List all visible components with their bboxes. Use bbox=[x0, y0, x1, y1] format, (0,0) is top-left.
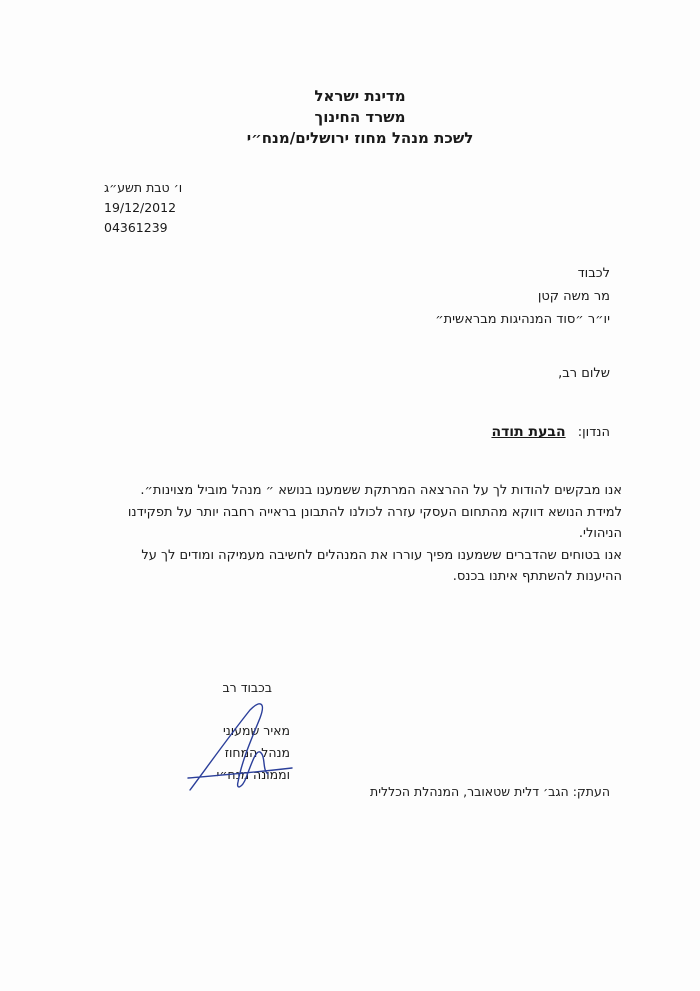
body-paragraph-1: אנו מבקשים להודות לך על ההרצאה המרתקת ששמענו בנושא ״ מנהל מוביל מצוינות״. bbox=[140, 483, 622, 498]
signer-name: מאיר שמעוני bbox=[222, 723, 290, 738]
addressee-name: מר משה קטן bbox=[537, 289, 610, 304]
cc-line: העתק: הגב׳ דלית שטאובר, המנהלת הכללית bbox=[370, 784, 610, 799]
letter-meta bbox=[104, 178, 264, 238]
addressee-block bbox=[210, 262, 610, 331]
signer-title: מנהל המחוז bbox=[224, 745, 290, 760]
body-paragraph-3: אנו בטוחים שהדברים ששמענו מפיך עוררו את המנהלים לחשיבה מעמיקה ומודים לך על ההיענות להשתתף איתנו בכנס. bbox=[141, 547, 622, 584]
signer-role: וממונה מנח״י bbox=[216, 767, 290, 782]
subject-value: הבעת תודה bbox=[491, 424, 566, 440]
letter-body bbox=[108, 480, 622, 588]
gregorian-date: 19/12/2012 bbox=[104, 200, 177, 215]
signature-stroke bbox=[188, 704, 292, 790]
addressee-salutation: לכבוד bbox=[577, 266, 610, 281]
reference-number: 04361239 bbox=[104, 220, 168, 235]
handwritten-signature bbox=[170, 690, 300, 800]
letterhead-office: לשכת מנהל מחוז ירושלים/מנח״י bbox=[246, 129, 474, 147]
greeting: שלום רב, bbox=[558, 366, 610, 381]
letterhead-state: מדינת ישראל bbox=[314, 87, 406, 105]
hebrew-date: ו׳ טבת תשע״ג bbox=[104, 180, 183, 195]
letterhead-ministry: משרד החינוך bbox=[314, 108, 406, 126]
subject-label: הנדון: bbox=[577, 425, 610, 440]
body-paragraph-2: למידת הנושא דווקא מהתחום העסקי עזרה לכולנו להתבונן בראייה רחבה יותר על תפקידנו הניהולי. bbox=[127, 504, 622, 541]
letterhead bbox=[0, 86, 700, 149]
closing: בכבוד רב bbox=[222, 680, 272, 695]
subject-line bbox=[491, 424, 610, 440]
addressee-title: יו״ר ״סוד המנהיגות מבראשית״ bbox=[435, 312, 610, 327]
